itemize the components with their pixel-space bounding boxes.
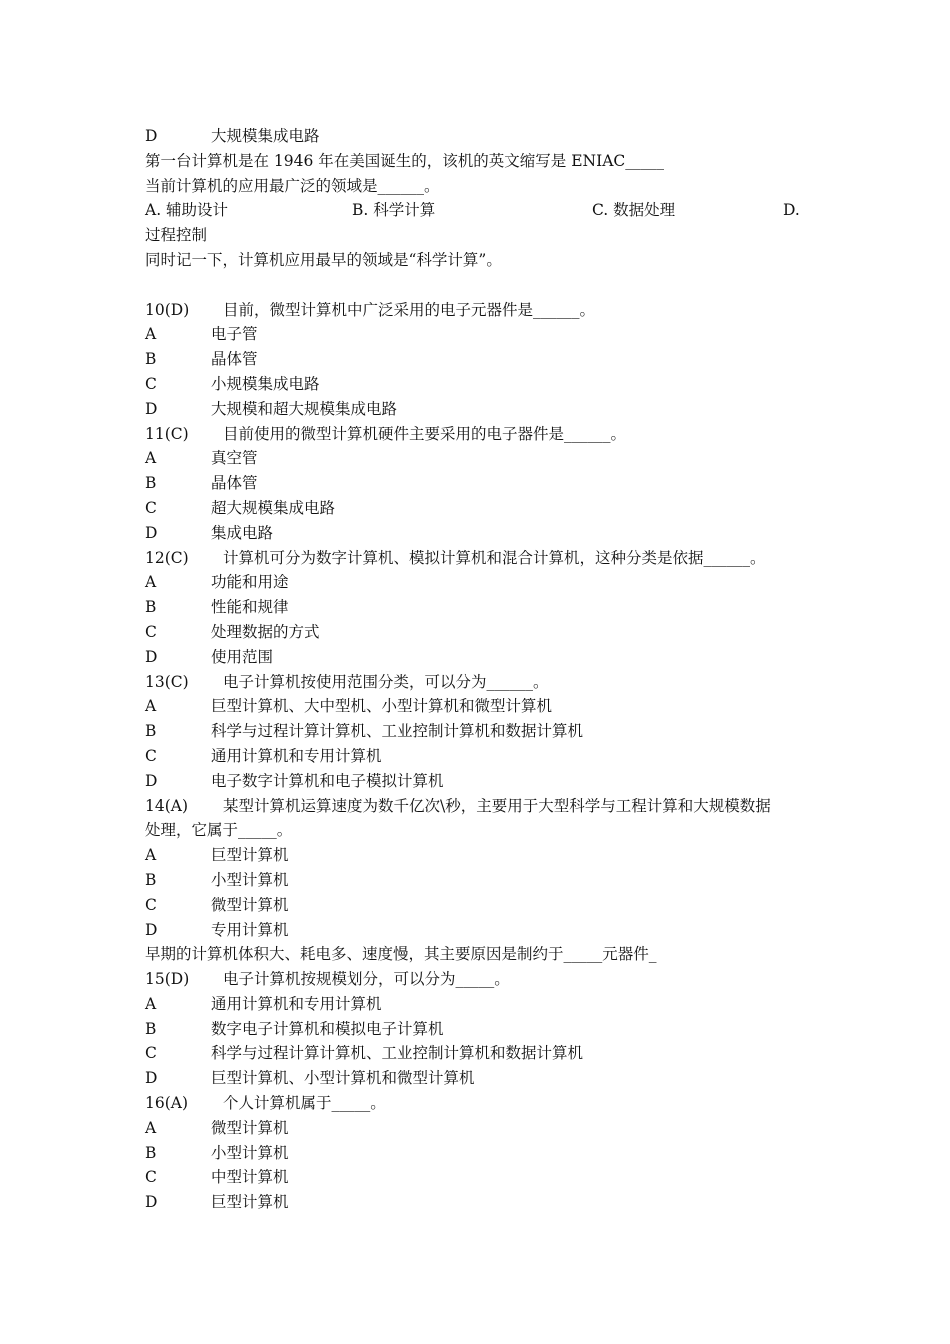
choice-d-text: 过程控制 xyxy=(145,226,208,245)
option-line xyxy=(145,1116,810,1141)
document-body xyxy=(145,124,810,1215)
option-line xyxy=(145,1066,810,1091)
question-line xyxy=(145,298,810,323)
option-letter: B xyxy=(145,598,157,617)
option-line xyxy=(145,918,810,943)
question-text: 目前，微型计算机中广泛采用的电子元器件是______。 xyxy=(223,300,596,319)
option-line xyxy=(145,595,810,620)
option-letter: B xyxy=(145,722,157,741)
option-text: 大规模和超大规模集成电路 xyxy=(211,399,398,418)
choice-d: D. xyxy=(783,201,800,220)
question-number: 10(D) xyxy=(145,300,190,319)
question-line xyxy=(145,794,810,819)
option-line xyxy=(145,397,810,422)
option-line xyxy=(145,694,810,719)
option-text: 中型计算机 xyxy=(211,1168,289,1187)
option-text: 巨型计算机、大中型机、小型计算机和微型计算机 xyxy=(211,697,553,716)
option-line xyxy=(145,570,810,595)
option-line xyxy=(145,843,810,868)
note-line: 早期的计算机体积大、耗电多、速度慢，其主要原因是制约于_____元器件_ xyxy=(145,945,657,964)
option-letter: D xyxy=(145,771,158,790)
option-line xyxy=(145,868,810,893)
option-letter: B xyxy=(145,1019,157,1038)
option-text: 通用计算机和专用计算机 xyxy=(211,994,382,1013)
option-letter: C xyxy=(145,374,157,393)
question-number: 12(C) xyxy=(145,548,189,567)
option-text: 科学与过程计算计算机、工业控制计算机和数据计算机 xyxy=(211,1044,584,1063)
option-line xyxy=(145,1190,810,1215)
option-line xyxy=(145,347,810,372)
option-letter: B xyxy=(145,474,157,493)
option-text: 微型计算机 xyxy=(211,1118,289,1137)
option-letter: A xyxy=(145,325,157,344)
option-text: 大规模集成电路 xyxy=(211,127,320,145)
option-text: 处理数据的方式 xyxy=(211,622,320,641)
option-letter: B xyxy=(145,350,157,369)
option-line xyxy=(145,1165,810,1190)
option-letter: C xyxy=(145,498,157,517)
option-line xyxy=(145,1017,810,1042)
option-letter: C xyxy=(145,622,157,641)
question-text: 某型计算机运算速度为数千亿次\秒，主要用于大型科学与工程计算和大规模数据 xyxy=(223,796,771,815)
option-text: 小型计算机 xyxy=(211,870,289,889)
option-letter: D xyxy=(145,1193,158,1212)
option-text: 真空管 xyxy=(211,449,258,468)
option-letter: A xyxy=(145,846,157,865)
option-text: 使用范围 xyxy=(211,647,274,666)
option-line xyxy=(145,372,810,397)
option-text: 电子管 xyxy=(211,325,258,344)
question-list xyxy=(145,298,810,1215)
choice-a: A. 辅助设计 xyxy=(145,201,229,220)
option-text: 小规模集成电路 xyxy=(211,374,320,393)
option-letter: D xyxy=(145,1069,158,1088)
option-letter: B xyxy=(145,870,157,889)
option-text: 功能和用途 xyxy=(211,573,289,592)
question-text-continued: 处理，它属于_____。 xyxy=(145,821,293,840)
blank-line xyxy=(145,273,810,298)
option-line xyxy=(145,769,810,794)
option-letter: D xyxy=(145,127,158,145)
choice-b: B. 科学计算 xyxy=(352,201,436,220)
option-text: 晶体管 xyxy=(211,474,258,493)
option-letter: A xyxy=(145,449,157,468)
option-line xyxy=(145,992,810,1017)
option-line xyxy=(145,521,810,546)
option-letter: A xyxy=(145,573,157,592)
option-line xyxy=(145,446,810,471)
option-letter: D xyxy=(145,647,158,666)
option-line xyxy=(145,1141,810,1166)
question-line xyxy=(145,670,810,695)
question-application: 当前计算机的应用最广泛的领域是______。 xyxy=(145,176,440,195)
option-letter: A xyxy=(145,1118,157,1137)
option-letter: C xyxy=(145,1044,157,1063)
option-line xyxy=(145,893,810,918)
inline-choices xyxy=(145,198,810,223)
option-line xyxy=(145,645,810,670)
option-text: 专用计算机 xyxy=(211,920,289,939)
option-letter: A xyxy=(145,994,157,1013)
question-number: 11(C) xyxy=(145,424,189,443)
option-text: 微型计算机 xyxy=(211,895,289,914)
option-text: 晶体管 xyxy=(211,350,258,369)
choice-c: C. 数据处理 xyxy=(592,201,676,220)
option-text: 超大规模集成电路 xyxy=(211,498,336,517)
option-line xyxy=(145,744,810,769)
question-line xyxy=(145,967,810,992)
question-number: 13(C) xyxy=(145,672,189,691)
option-line xyxy=(145,471,810,496)
option-letter: C xyxy=(145,1168,157,1187)
option-text: 集成电路 xyxy=(211,523,274,542)
question-text: 目前使用的微型计算机硬件主要采用的电子器件是______。 xyxy=(223,424,627,443)
question-number: 15(D) xyxy=(145,970,190,989)
option-line xyxy=(145,322,810,347)
option-line xyxy=(145,620,810,645)
option-text: 性能和规律 xyxy=(211,598,289,617)
question-text: 电子计算机按规模划分，可以分为_____。 xyxy=(223,970,510,989)
question-text: 个人计算机属于_____。 xyxy=(223,1094,386,1113)
note-earliest-field: 同时记一下，计算机应用最早的领域是“科学计算”。 xyxy=(145,250,502,269)
option-text: 巨型计算机 xyxy=(211,846,289,865)
question-text: 电子计算机按使用范围分类，可以分为______。 xyxy=(223,672,549,691)
question-line xyxy=(145,1091,810,1116)
option-text: 小型计算机 xyxy=(211,1143,289,1162)
option-text: 巨型计算机 xyxy=(211,1193,289,1212)
option-letter: D xyxy=(145,920,158,939)
question-line xyxy=(145,422,810,447)
option-letter: C xyxy=(145,746,157,765)
question-number: 14(A) xyxy=(145,796,189,815)
option-text: 数字电子计算机和模拟电子计算机 xyxy=(211,1019,444,1038)
question-number: 16(A) xyxy=(145,1094,189,1113)
option-line xyxy=(145,124,810,149)
question-text: 计算机可分为数字计算机、模拟计算机和混合计算机，这种分类是依据______。 xyxy=(223,548,766,567)
option-letter: B xyxy=(145,1143,157,1162)
option-letter: D xyxy=(145,399,158,418)
option-text: 巨型计算机、小型计算机和微型计算机 xyxy=(211,1069,475,1088)
option-text: 通用计算机和专用计算机 xyxy=(211,746,382,765)
option-line xyxy=(145,496,810,521)
question-line xyxy=(145,546,810,571)
option-letter: C xyxy=(145,895,157,914)
note-eniac: 第一台计算机是在 1946 年在美国诞生的，该机的英文缩写是 ENIAC_____ xyxy=(145,151,665,170)
option-line xyxy=(145,719,810,744)
option-text: 科学与过程计算计算机、工业控制计算机和数据计算机 xyxy=(211,722,584,741)
option-line xyxy=(145,1041,810,1066)
option-letter: A xyxy=(145,697,157,716)
option-letter: D xyxy=(145,523,158,542)
option-text: 电子数字计算机和电子模拟计算机 xyxy=(211,771,444,790)
